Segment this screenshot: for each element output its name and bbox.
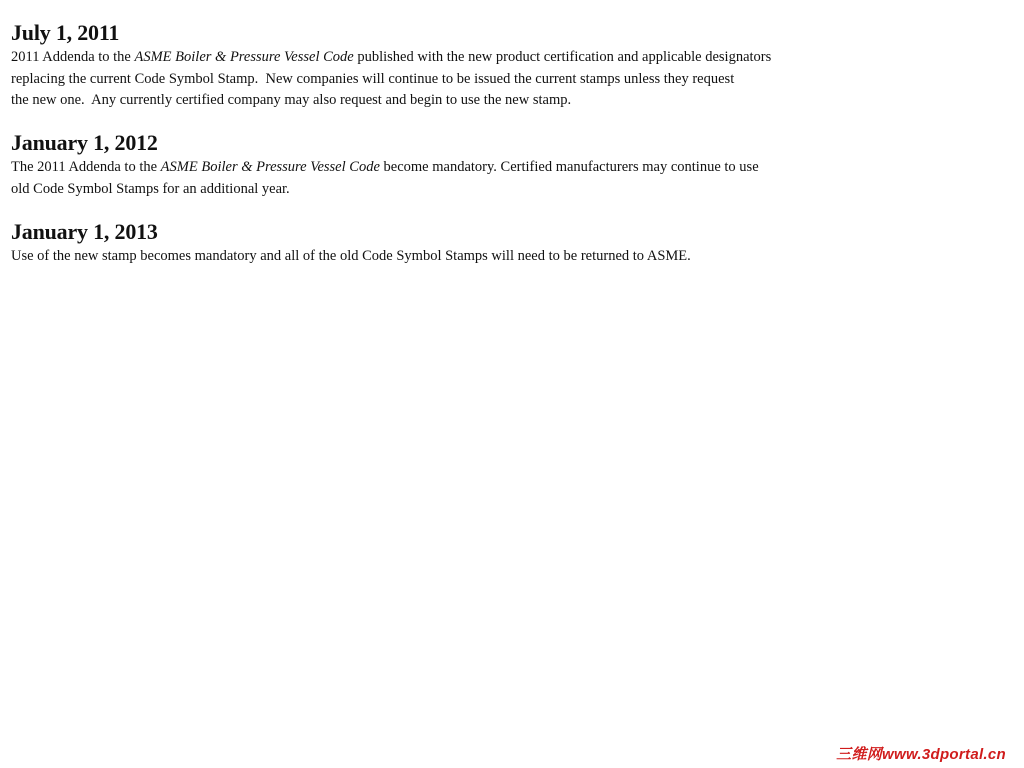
timeline-section-2013-01 [11, 219, 841, 268]
body-text: The 2011 Addenda to the [11, 159, 161, 176]
timeline-section-2012-01 [11, 130, 841, 200]
timeline-document [11, 20, 841, 285]
section-body [11, 246, 841, 268]
section-heading: January 1, 2012 [11, 130, 158, 156]
body-text: published with the new product certification and applicable designators replacing the current Code Symbol Stamp. New companies will continue to be issued the current stamps unless they request the new one. Any currently certified company may also request and begin to use the new stamp. [11, 49, 772, 109]
section-body [11, 47, 841, 112]
body-text: become mandatory. Certified manufacturers may continue to use old Code Symbol Stamps for an additional year. [11, 159, 759, 197]
body-text: Use of the new stamp becomes mandatory and all of the old Code Symbol Stamps will need to be returned to ASME. [11, 247, 691, 264]
section-heading: July 1, 2011 [11, 20, 120, 45]
code-title-italic: ASME Boiler & Pressure Vessel Code [134, 49, 354, 65]
site-watermark: 三维网www.3dportal.cn [836, 746, 1006, 763]
section-body [11, 157, 841, 200]
section-heading: January 1, 2013 [11, 218, 158, 244]
code-title-italic: ASME Boiler & Pressure Vessel Code [160, 159, 380, 176]
body-text: 2011 Addenda to the [11, 49, 135, 65]
timeline-section-2011-07 [11, 20, 841, 112]
